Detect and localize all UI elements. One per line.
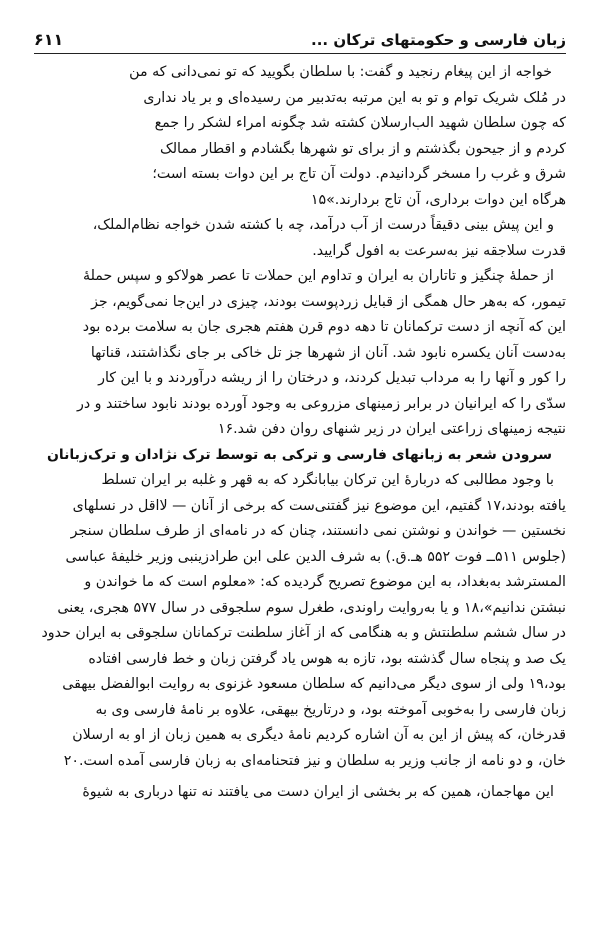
page-number: ۶۱۱ bbox=[34, 30, 64, 49]
text-line: یافته بودند،۱۷ گفتیم، این موضوع نیز گفتنی‌ست که برخی از آنان — لااقل در نسلهای bbox=[72, 497, 566, 514]
text-line: این که آنچه از دست ترکمانان تا دهه دوم قرن هفتم هجری جان به سلامت برده بود bbox=[82, 319, 566, 335]
text-line: به‌دست آنان یکسره نابود شد. آنان از شهرها جز تل خاکی بر جای نگذاشتند، قناتها bbox=[90, 344, 566, 361]
body-paragraph bbox=[34, 264, 566, 443]
text-line: قدرخان، که پیش از این به آن اشاره کردیم نامهٔ دیگری به همین زبان از او به ارسلان bbox=[72, 727, 566, 743]
text-line: المسترشد به‌بغداد، به این موضوع تصریح گردیده که: «معلوم است که ما خواندن و bbox=[84, 574, 566, 590]
text-line: را کور و آنها را به مرداب تبدیل کردند، و درختان را از ریشه درآوردند و با این کار bbox=[98, 370, 566, 386]
text-line: نخستین — خواندن و نوشتن نمی دانستند، چنان که در نامه‌ای از طرف سلطان سنجر bbox=[70, 523, 566, 539]
text-line: قدرت سلاجقه نیز به‌سرعت به افول گرایید. bbox=[312, 242, 566, 259]
body-paragraph bbox=[34, 468, 566, 774]
text-line: بود،۱۹ ولی از سوی دیگر می‌دانیم که سلطان مسعود غزنوی به روایت ابوالفضل بیهقی bbox=[62, 676, 566, 692]
running-header bbox=[34, 30, 566, 54]
text-line: در سال ششم سلطنتش و به هنگامی که از آغاز سلطنت ترکمانان سلجوقی به ایران حدود bbox=[41, 625, 566, 641]
text-line: از حملهٔ چنگیز و تاتاران به ایران و تداوم این حملات تا عصر هولاکو و سپس حملهٔ bbox=[82, 268, 554, 284]
text-line: که چون سلطان شهید الب‌ارسلان کشته شد چگونه امراء لشکر را جمع bbox=[154, 115, 566, 131]
text-line: با وجود مطالبی که دربارهٔ این ترکان بیابانگرد که به قهر و غلبه بر ایران تسلط bbox=[101, 472, 554, 488]
text-line: خان، و دو نامه از جانب وزیر به سلطان و نیز فتحنامه‌ای به زبان فارسی آمده است.۲۰ bbox=[63, 752, 566, 769]
body-paragraph bbox=[34, 213, 566, 264]
text-line: کردم و از جیحون بگذشتم و از برای تو شهرها بگشادم و اقطار ممالک bbox=[160, 140, 566, 157]
running-title: زبان فارسی و حکومتهای ترکان ... bbox=[311, 31, 566, 49]
text-line: و این پیش بینی دقیقاً درست از آب درآمد، چه با کشته شدن خواجه نظام‌الملک، bbox=[92, 217, 554, 233]
text-line: (جلوس ۵۱۱ــ فوت ۵۵۲ هـ.ق.) به شرف الدین علی ابن طرادزینبی وزیر خلیفهٔ عباسی bbox=[65, 548, 566, 565]
text-line: یک صد و پنجاه سال گذشته بود، تازه به هوس یاد گرفتن زبان و خط فارسی افتاده bbox=[88, 650, 566, 667]
text-line: سدّی را که ایرانیان در برابر زمینهای مزروعی به وجود آورده بودند نابود ساختند و در bbox=[76, 395, 566, 412]
body-paragraph bbox=[34, 780, 566, 806]
quote-paragraph bbox=[34, 60, 566, 213]
text-line: این مهاجمان، همین که بر بخشی از ایران دست می یافتند نه تنها درباری به شیوهٔ bbox=[82, 784, 554, 800]
section-heading: سرودن شعر به زبانهای فارسی و ترکی به توسط ترک نژادان و ترک‌زبانان bbox=[46, 446, 552, 463]
text-line: در مُلک شریک توام و تو به این مرتبه به‌تدبیر من رسیده‌ای و بر یاد نداری bbox=[143, 89, 566, 106]
text-line: خواجه از این پیغام رنجید و گفت: با سلطان بگویید که تو نمی‌دانی که من bbox=[129, 64, 552, 80]
text-line: نتیجه زمینهای زراعتی ایران در زیر شنهای روان دفن شد.۱۶ bbox=[217, 421, 566, 437]
text-line: شرق و غرب را مسخر گردانیدم. دولت آن تاج بر این دوات بسته است؛ bbox=[152, 166, 566, 182]
text-line: تیمور، که به‌هر حال همگی از قبایل زردپوست بودند، چیزی در این‌جا نمی‌گویم، جز bbox=[91, 293, 566, 310]
text-line: هرگاه این دوات برداری، آن تاج بردارند.»۱۵ bbox=[310, 191, 566, 208]
text-line: نبشتن ندانیم»،۱۸ و یا به‌روایت راوندی، طغرل سوم سلجوقی در سال ۵۷۷ هجری، یعنی bbox=[57, 599, 566, 616]
text-line: زبان فارسی را به‌خوبی آموخته بود، و درتاریخ بیهقی، علاوه بر نامهٔ فارسی وی به bbox=[95, 701, 566, 718]
